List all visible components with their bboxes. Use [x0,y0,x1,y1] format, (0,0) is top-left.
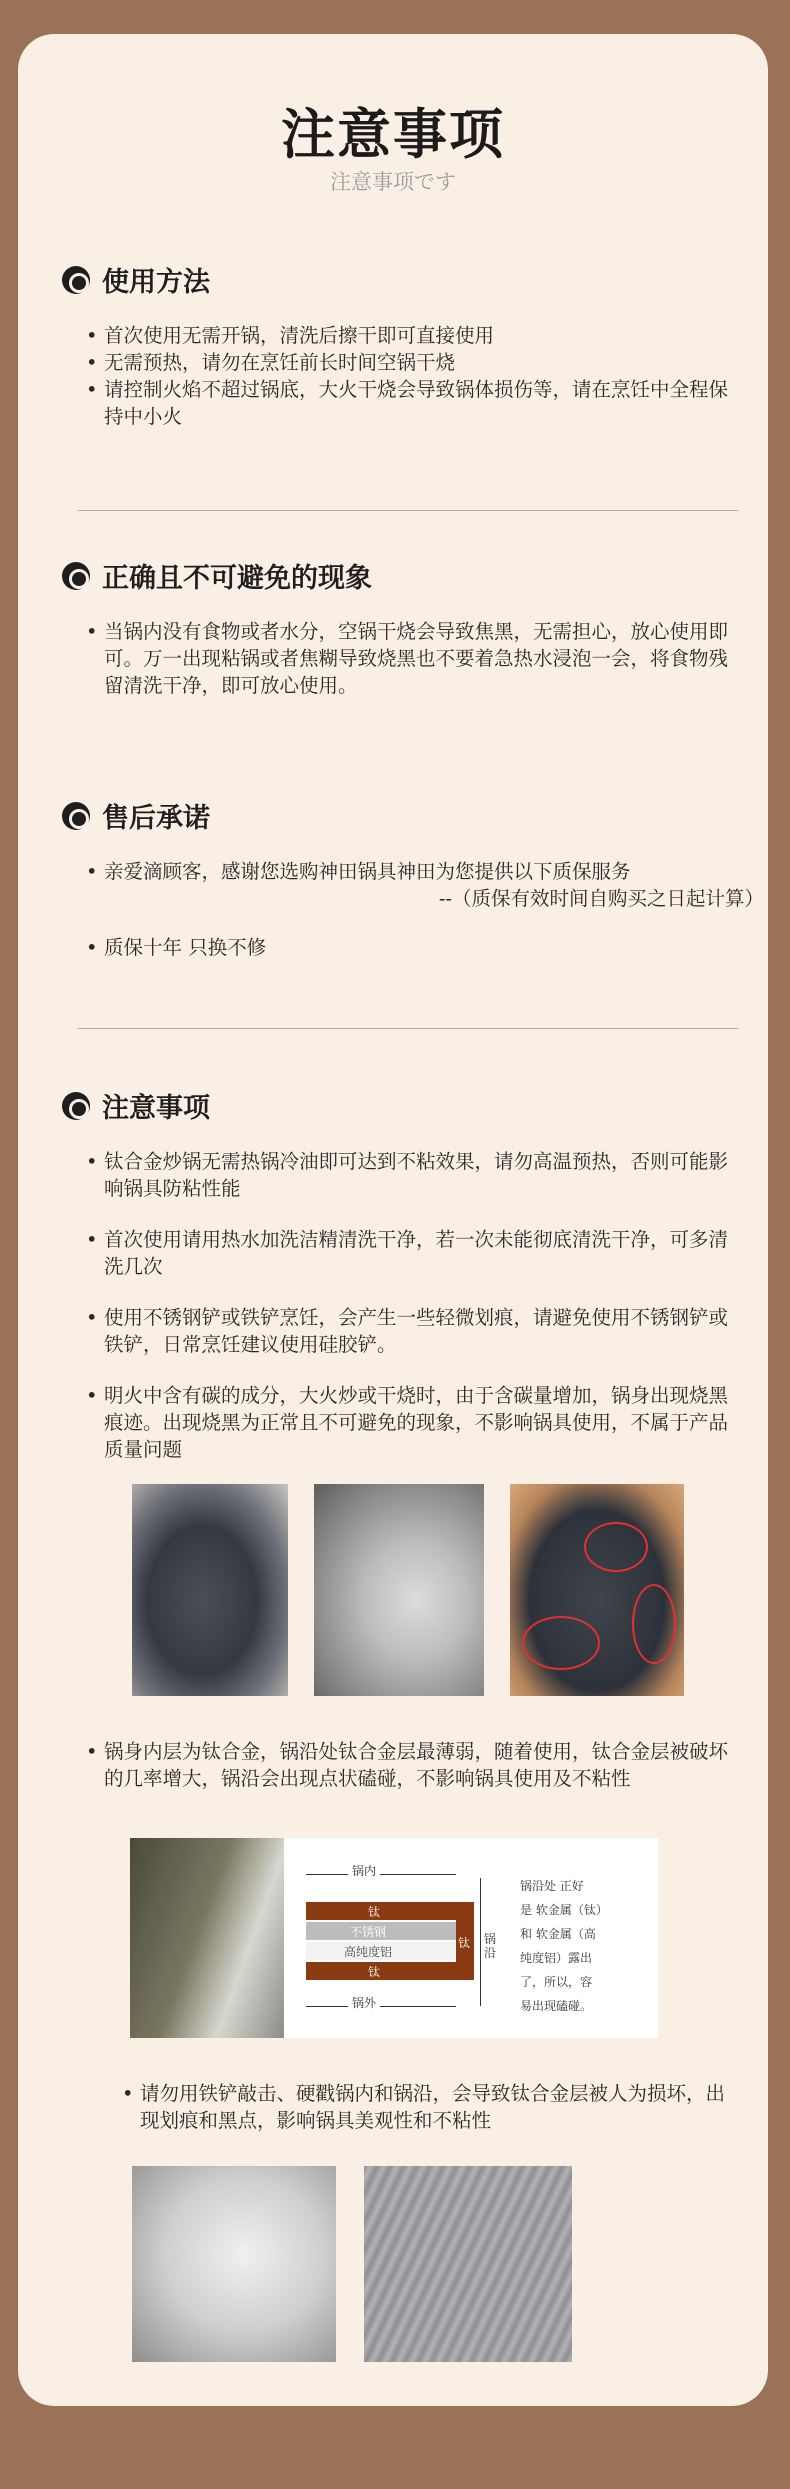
list-item: • 亲爱滴顾客，感谢您选购神田锅具神田为您提供以下质保服务 [84,858,764,885]
explanation-line: 易出现磕碰。 [520,1999,593,2013]
outer-label: 锅外 [348,1994,380,2011]
wok-photo-burnt [132,1484,288,1696]
divider [78,1028,738,1029]
highlight-circle [584,1522,648,1572]
phenomenon-list [84,618,734,699]
explanation-line: 纯度铝）露出 [520,1951,593,1965]
list-item: • 钛合金炒锅无需热锅冷油即可达到不粘效果，请勿高温预热，否则可能影响锅具防粘性能 [84,1148,734,1202]
list-item: • 锅身内层为钛合金，锅沿处钛合金层最薄弱，随着使用，钛合金层被破坏的几率增大，锅沿会出现点状磕碰，不影响锅具使用及不粘性 [84,1738,734,1792]
notes-list [120,2080,734,2134]
circle-bullet-icon [62,1092,90,1120]
list-item: • 无需预热，请勿在烹饪前长时间空锅干烧 [84,349,734,376]
wok-photo-marked [510,1484,684,1696]
list-item: • 当锅内没有食物或者水分，空锅干烧会导致焦黑，无需担心，放心使用即可。万一出现粘锅或者焦糊导致烧黑也不要着急热水浸泡一会，将食物残留清洗干净，即可放心使用。 [84,618,734,699]
notes-list [84,1738,734,1792]
explanation-line: 了，所以，容 [520,1975,593,1989]
section-aftersale-heading [62,796,210,835]
aftersale-list [84,858,764,961]
highlight-circle [522,1616,600,1670]
page-subtitle: 注意事项です [330,170,456,194]
wok-photo-surface [314,1484,484,1696]
list-item: • 使用不锈钢铲或铁铲烹饪，会产生一些轻微划痕，请避免使用不锈钢铲或铁铲，日常烹饪建议使用硅胶铲。 [84,1304,734,1358]
explanation-line: 是 软金属（钛） [520,1903,608,1917]
usage-list [84,322,734,430]
layer-label: 钛 [368,1905,381,1919]
layer-label: 钛 [458,1936,471,1950]
section-phenomenon-heading [62,556,372,595]
layer-ti-top [306,1902,456,1920]
section-usage-heading [62,260,210,299]
section-title: 注意事项 [102,1093,210,1124]
divider [78,510,738,511]
circle-bullet-icon [62,802,90,830]
layer-label: 不锈钢 [350,1925,387,1939]
circle-bullet-icon [62,266,90,294]
section-title: 使用方法 [102,267,210,298]
list-item: • 首次使用请用热水加洗洁精清洗干净，若一次未能彻底清洗干净，可多清洗几次 [84,1226,734,1280]
layer-diagram [284,1838,658,2038]
layer-label: 钛 [368,1965,381,1979]
highlight-circle [632,1584,676,1664]
list-item: • 质保十年 只换不修 [84,934,764,961]
notes-list [84,1226,734,1280]
notes-list [84,1148,734,1202]
wok-photo-scratches [364,2166,572,2362]
rim-label: 锅沿 [484,1932,497,1960]
circle-bullet-icon [62,562,90,590]
page-title: 注意事项 [281,102,505,166]
outer-line [306,2006,456,2007]
list-item: • 请控制火焰不超过锅底，大火干烧会导致锅体损伤等，请在烹饪中全程保持中小火 [84,376,734,430]
notes-list [84,1304,734,1358]
content-card [18,34,768,2406]
section-notes-heading [62,1086,210,1125]
list-item: • 明火中含有碳的成分，大火炒或干烧时，由于含碳量增加，锅身出现烧黑痕迹。出现烧黑为正常且不可避免的现象，不影响锅具使用，不属于产品质量问题 [84,1382,734,1463]
wok-photo-inner [132,2166,336,2362]
section-title: 正确且不可避免的现象 [102,563,372,594]
explanation-line: 和 软金属（高 [520,1927,596,1941]
section-title: 售后承诺 [102,803,210,834]
wok-rim-photo [130,1838,284,2038]
warranty-note: --（质保有效时间自购买之日起计算） [438,887,764,910]
diagram-explanation [520,1874,650,2018]
layer-ti-bottom [306,1962,456,1980]
inner-label: 锅内 [348,1862,380,1879]
explanation-line: 锅沿处 正好 [520,1879,584,1893]
list-item: • 请勿用铁铲敲击、硬戳锅内和锅沿，会导致钛合金层被人为损坏，出现划痕和黑点，影响锅具美观性和不粘性 [120,2080,734,2134]
rim-line [480,1878,481,2006]
list-item: • 首次使用无需开锅，清洗后擦干即可直接使用 [84,322,734,349]
layer-label: 高纯度铝 [344,1945,393,1959]
notes-list [84,1382,734,1463]
inner-line [306,1874,456,1875]
